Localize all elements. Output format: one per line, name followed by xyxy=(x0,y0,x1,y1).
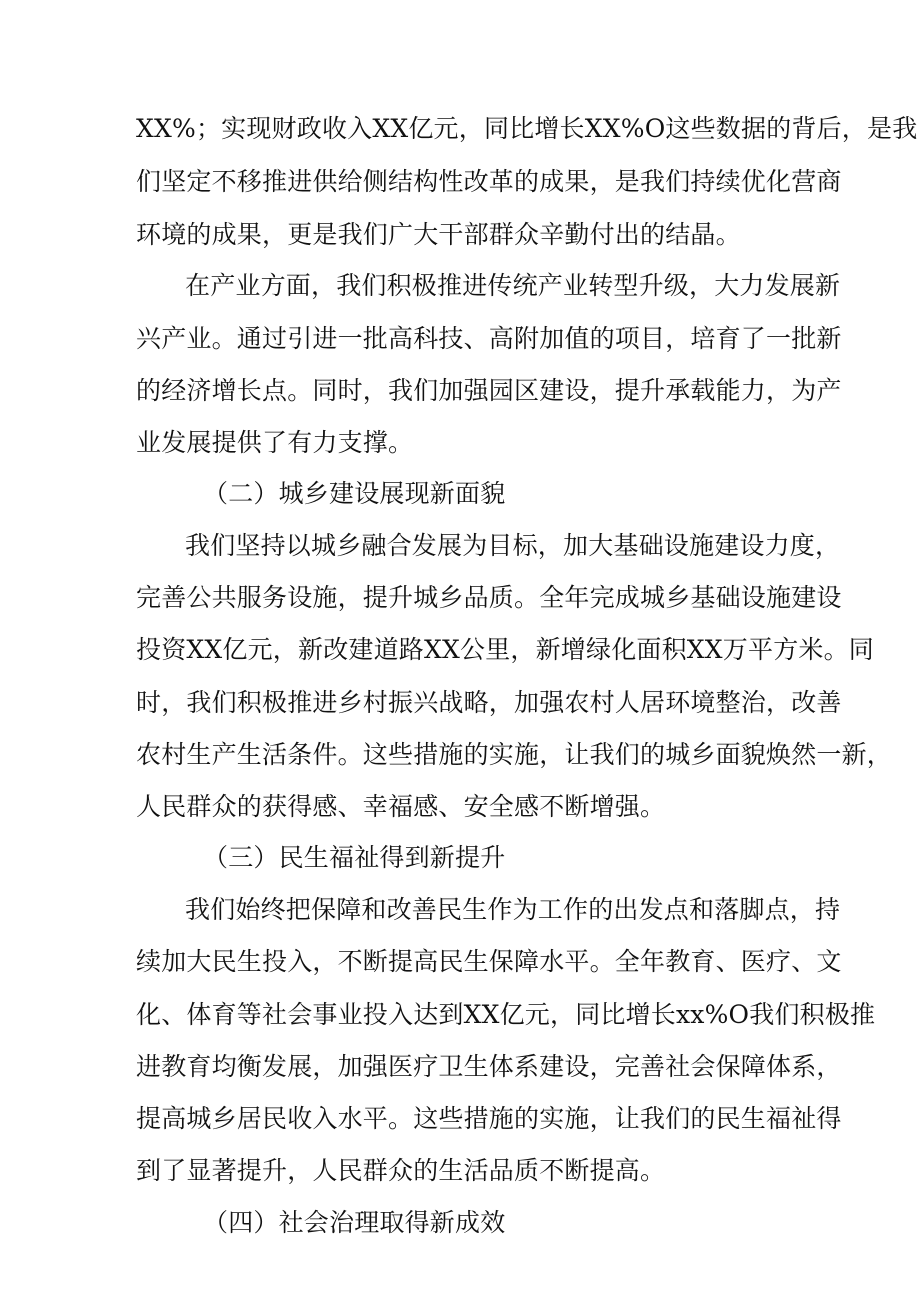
paragraph-line: 人民群众的获得感、幸福感、安全感不断增强。 xyxy=(136,792,666,821)
paragraph-line: XX%；实现财政收入XX亿元，同比增长XX%O这些数据的背后，是我 xyxy=(136,114,918,143)
paragraph-line: 到了显著提升，人民群众的生活品质不断提高。 xyxy=(136,1156,666,1185)
text-line xyxy=(0,1149,920,1193)
paragraph-line: 兴产业。通过引进一批高科技、高附加值的项目，培育了一批新 xyxy=(136,324,842,353)
paragraph-line: 化、体育等社会事业投入达到XX亿元，同比增长xx%O我们积极推 xyxy=(136,1000,876,1029)
paragraph-line: 农村生产生活条件。这些措施的实施，让我们的城乡面貌焕然一新， xyxy=(136,740,893,769)
text-line xyxy=(0,264,920,308)
section-heading: （二）城乡建设展现新面貌 xyxy=(203,479,506,508)
text-line xyxy=(0,940,920,984)
text-line xyxy=(0,213,920,257)
paragraph-line: 时，我们积极推进乡村振兴战略，加强农村人居环境整治，改善 xyxy=(136,688,842,717)
text-line xyxy=(0,576,920,620)
section-heading-line xyxy=(0,836,920,880)
text-line xyxy=(0,888,920,932)
text-line xyxy=(0,1045,920,1089)
text-line xyxy=(0,993,920,1037)
text-line xyxy=(0,160,920,204)
paragraph-line: 们坚定不移推进供给侧结构性改革的成果，是我们持续优化营商 xyxy=(136,167,842,196)
paragraph-first-line: 我们始终把保障和改善民生作为工作的出发点和落脚点，持 xyxy=(185,895,841,924)
section-heading: （四）社会治理取得新成效 xyxy=(203,1208,506,1237)
paragraph-line: 提高城乡居民收入水平。这些措施的实施，让我们的民生福祉得 xyxy=(136,1104,842,1133)
text-line xyxy=(0,369,920,413)
text-line xyxy=(0,681,920,725)
paragraph-line: 进教育均衡发展，加强医疗卫生体系建设，完善社会保障体系， xyxy=(136,1052,842,1081)
text-line xyxy=(0,107,920,151)
paragraph-line: 续加大民生投入，不断提高民生保障水平。全年教育、医疗、文 xyxy=(136,947,842,976)
text-line xyxy=(0,628,920,672)
section-heading-line xyxy=(0,1201,920,1245)
text-line xyxy=(0,421,920,465)
text-line xyxy=(0,733,920,777)
paragraph-line: 环境的成果，更是我们广大干部群众辛勤付出的结晶。 xyxy=(136,220,741,249)
section-heading-line xyxy=(0,472,920,516)
paragraph-line: 的经济增长点。同时，我们加强园区建设，提升承载能力，为产 xyxy=(136,376,842,405)
paragraph-line: 完善公共服务设施，提升城乡品质。全年完成城乡基础设施建设 xyxy=(136,583,842,612)
section-heading: （三）民生福祉得到新提升 xyxy=(203,843,506,872)
text-line xyxy=(0,317,920,361)
text-line xyxy=(0,1097,920,1141)
paragraph-line: 业发展提供了有力支撑。 xyxy=(136,428,414,457)
text-line xyxy=(0,524,920,568)
paragraph-line: 投资XX亿元，新改建道路XX公里，新增绿化面积XX万平方米。同 xyxy=(136,635,874,664)
paragraph-first-line: 在产业方面，我们积极推进传统产业转型升级，大力发展新 xyxy=(185,271,841,300)
paragraph-first-line: 我们坚持以城乡融合发展为目标，加大基础设施建设力度， xyxy=(185,531,841,560)
text-line xyxy=(0,785,920,829)
